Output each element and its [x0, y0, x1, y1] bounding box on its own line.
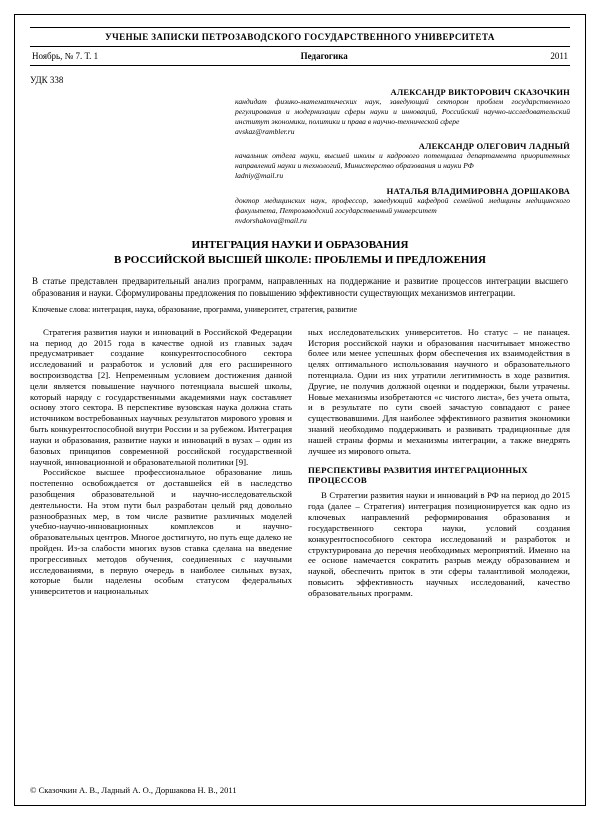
- author-block: [235, 186, 570, 226]
- author-name: НАТАЛЬЯ ВЛАДИМИРОВНА ДОРШАКОВА: [386, 186, 570, 197]
- author-name: АЛЕКСАНДР ВИКТОРОВИЧ СКАЗОЧКИН: [390, 87, 570, 97]
- section-label: Педагогика: [300, 51, 348, 61]
- left-column: [30, 327, 292, 599]
- author-email: ladniy@mail.ru: [235, 171, 284, 181]
- footer-copyright: © Сказочкин А. В., Ладный А. О., Доршакова Н. В., 2011: [30, 785, 237, 795]
- author-affiliation: доктор медицинских наук, профессор, заведующий кафедрой семейной медицины медицинского факультета, Петрозаводский государственный университет: [235, 196, 570, 215]
- article-title-line1: ИНТЕГРАЦИЯ НАУКИ И ОБРАЗОВАНИЯ: [191, 238, 409, 251]
- udk-label: УДК 338: [30, 75, 64, 85]
- issue-row: [30, 47, 570, 65]
- right-column: [308, 327, 570, 599]
- paragraph: В Стратегии развития науки и инноваций в РФ на период до 2015 года (далее – Стратегия) интеграция позиционируется как одно из ключевых направлений реформирования образования и государственного сектора науки, условий создания конкурентоспособного сектора исследований и разработок и структурирована до перечня необходимых мероприятий. Именно на ее основе намечается сократить разрыв между образованием и наукой, обеспечить приток в эти сферы талантливой молодежи, повысить эффективность научных исследований, качество образовательных программ.: [308, 490, 570, 598]
- journal-title: УЧЕНЫЕ ЗАПИСКИ ПЕТРОЗАВОДСКОГО ГОСУДАРСТВЕННОГО УНИВЕРСИТЕТА: [105, 32, 495, 42]
- article-title: [30, 238, 570, 269]
- author-affiliation: кандидат физико-математических наук, заведующий сектором проблем государственного регулирования и модернизации сферы науки и инноваций, Российский научно-исследовательский институт экономики, политики и права в научно-технической сфере: [235, 97, 570, 126]
- journal-page: [14, 14, 586, 806]
- header-bottom-rule: [30, 65, 570, 66]
- author-block: [235, 87, 570, 136]
- author-block: [235, 141, 570, 181]
- authors-block: [30, 87, 570, 226]
- article-abstract: В статье представлен предварительный анализ программ, направленных на поддержание и развитие процессов интеграции высшего образования и науки. Сформулированы предложения по повышению эффективности существующих механизмов интеграции.: [32, 276, 568, 299]
- year-label: 2011: [550, 51, 568, 61]
- body-columns: [30, 327, 570, 599]
- article-keywords: Ключевые слова: интеграция, наука, образование, программа, университет, стратегия, развитие: [32, 304, 357, 314]
- paragraph: ных исследовательских университетов. Но статус – не панацея. История российской науки и образования насчитывает множество более или менее успешных форм обеспечения их взаимодействия в целях оптимального использования научного и образовательного потенциала. Одни из них утратили легитимность в ходе развития. Другие, не получив должной оценки и поддержки, были утрачены. Новые механизмы изобретаются «с чистого листа», без учета опыта, и в результате по сути своей зачастую совпадают с ранее существовавшими. Для наиболее эффективного развития экономики знаний необходимо поддерживать и развивать традиционные для нашей страны формы и механизмы интеграции, а также внедрять лучшее из мирового опыта.: [308, 326, 570, 456]
- author-email: avskaz@rambler.ru: [235, 126, 295, 136]
- author-affiliation: начальник отдела науки, высшей школы и кадрового потенциала департамента приоритетных направлений науки и технологий, Министерство образования и науки РФ: [235, 151, 570, 171]
- paragraph: Российское высшее профессиональное образование лишь постепенно освобождается от доставшейся ей в наследство разобщения образовательной и научно-исследовательской деятельности. На этом пути был разработан целый ряд довольно разнообразных мер, в том числе развитие различных моделей учебно-научно-инновационных комплексов и научно-образовательных центров. Многое достигнуто, но путь еще далеко не пройден. Из-за слабости многих вузов ставка сделана на введение прогрессивных методов обучения, соединенных с научными исследованиями, в первую очередь в наиболее сильных вузах, которые были наделены особым статусом федеральных университетов и национальных: [30, 467, 292, 597]
- article-title-line2: В РОССИЙСКОЙ ВЫСШЕЙ ШКОЛЕ: ПРОБЛЕМЫ И ПРЕДЛОЖЕНИЯ: [114, 253, 486, 266]
- author-name: АЛЕКСАНДР ОЛЕГОВИЧ ЛАДНЫЙ: [418, 141, 570, 152]
- section-heading: ПЕРСПЕКТИВЫ РАЗВИТИЯ ИНТЕГРАЦИОННЫХ ПРОЦЕССОВ: [308, 464, 528, 486]
- author-email: nvdorshakova@mail.ru: [235, 215, 307, 225]
- paragraph: Стратегия развития науки и инноваций в Российской Федерации на период до 2015 года в качестве одной из главных задач предусматривает создание конкурентоспособного сектора исследований и разработок и условий для его расширенного воспроизводства [2]. Непременным условием достижения данной цели является повышение научного потенциала высшей школы, который наряду с государственными академиями наук составляет основу этого сектора. В перспективе вузовская наука должна стать источником востребованных научных результатов мирового уровня и быть конкурентоспособной внутри России и за рубежом. Интеграция науки и образования, развитие науки и инноваций в вузах – один из базовых принципов современной российской государственной научной, инновационной и образовательной политики [9].: [30, 326, 292, 467]
- issue-label: Ноябрь, № 7. Т. 1: [32, 51, 99, 61]
